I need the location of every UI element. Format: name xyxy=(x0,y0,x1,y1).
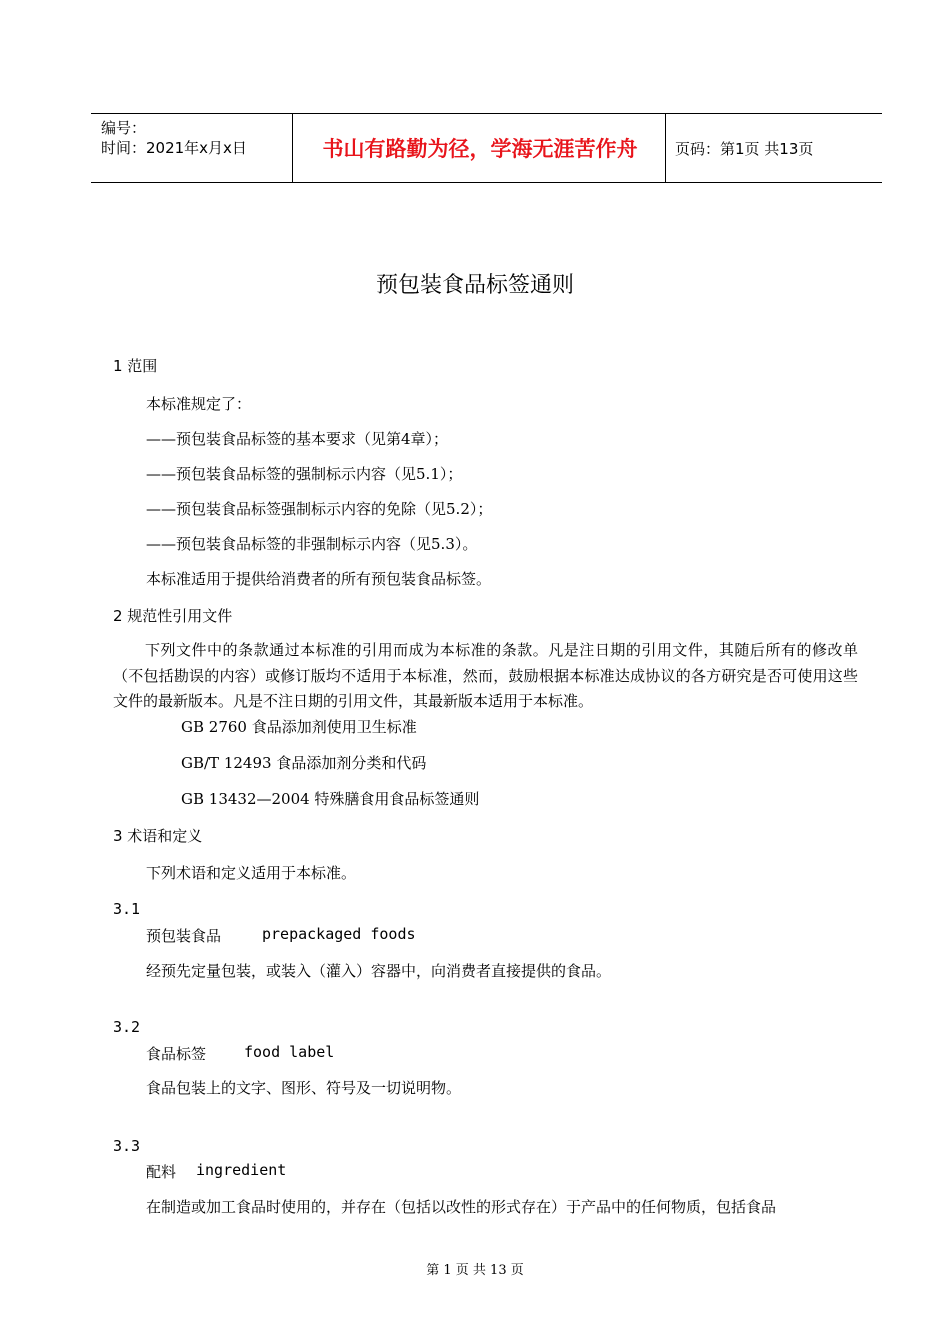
header-table xyxy=(91,113,882,183)
term-number: 3.3 xyxy=(113,1137,141,1155)
header-divider xyxy=(665,114,666,182)
header-motto: 书山有路勤为径，学海无涯苦作舟 xyxy=(322,137,638,161)
list-item: ——预包装食品标签的强制标示内容（见5.1）； xyxy=(146,465,463,483)
section-paragraph: 下列文件中的条款通过本标准的引用而成为本标准的条款。凡是注日期的引用文件，其随后所有的修改单（不包括勘误的内容）或修订版均不适用于本标准，然而，鼓励根据本标准达成协议的各方研究是否可使用这些文件的最新版本。凡是不注日期的引用文件，其最新版本适用于本标准。 xyxy=(113,641,858,710)
reference-item: GB/T 12493 食品添加剂分类和代码 xyxy=(181,754,427,772)
scope-statement: 本标准适用于提供给消费者的所有预包装食品标签。 xyxy=(146,570,492,588)
section-heading: 1 范围 xyxy=(113,357,158,375)
term-number: 3.1 xyxy=(113,900,141,918)
term-definition: 食品包装上的文字、图形、符号及一切说明物。 xyxy=(146,1079,462,1097)
header-page-info: 页码：第1页 共13页 xyxy=(675,140,814,158)
page-footer: 第 1 页 共 13 页 xyxy=(426,1263,524,1278)
document-title: 预包装食品标签通则 xyxy=(375,273,574,298)
term-definition: 在制造或加工食品时使用的，并存在（包括以改性的形式存在）于产品中的任何物质，包括食品 xyxy=(146,1198,777,1216)
section-intro: 下列术语和定义适用于本标准。 xyxy=(146,864,357,882)
term-en: ingredient xyxy=(196,1161,287,1179)
section-intro: 本标准规定了： xyxy=(146,395,252,413)
term-en: food label xyxy=(244,1043,335,1061)
term-en: prepackaged foods xyxy=(262,925,416,943)
term-definition: 经预先定量包装，或装入（灌入）容器中，向消费者直接提供的食品。 xyxy=(146,962,612,980)
term-zh: 预包装食品 xyxy=(146,927,222,945)
section-heading: 2 规范性引用文件 xyxy=(113,607,233,625)
list-item: ——预包装食品标签强制标示内容的免除（见5.2）； xyxy=(146,500,493,518)
list-item: ——预包装食品标签的非强制标示内容（见5.3）。 xyxy=(146,535,478,553)
term-number: 3.2 xyxy=(113,1018,141,1036)
term-zh: 食品标签 xyxy=(146,1045,207,1063)
list-item: ——预包装食品标签的基本要求（见第4章）； xyxy=(146,430,449,448)
time-label: 时间：2021年x月x日 xyxy=(101,139,247,157)
reference-item: GB 13432—2004 特殊膳食用食品标签通则 xyxy=(181,790,480,808)
term-zh: 配料 xyxy=(146,1163,177,1181)
header-meta xyxy=(101,118,247,158)
section-heading: 3 术语和定义 xyxy=(113,827,203,845)
number-label: 编号： xyxy=(101,119,147,137)
reference-item: GB 2760 食品添加剂使用卫生标准 xyxy=(181,718,417,736)
